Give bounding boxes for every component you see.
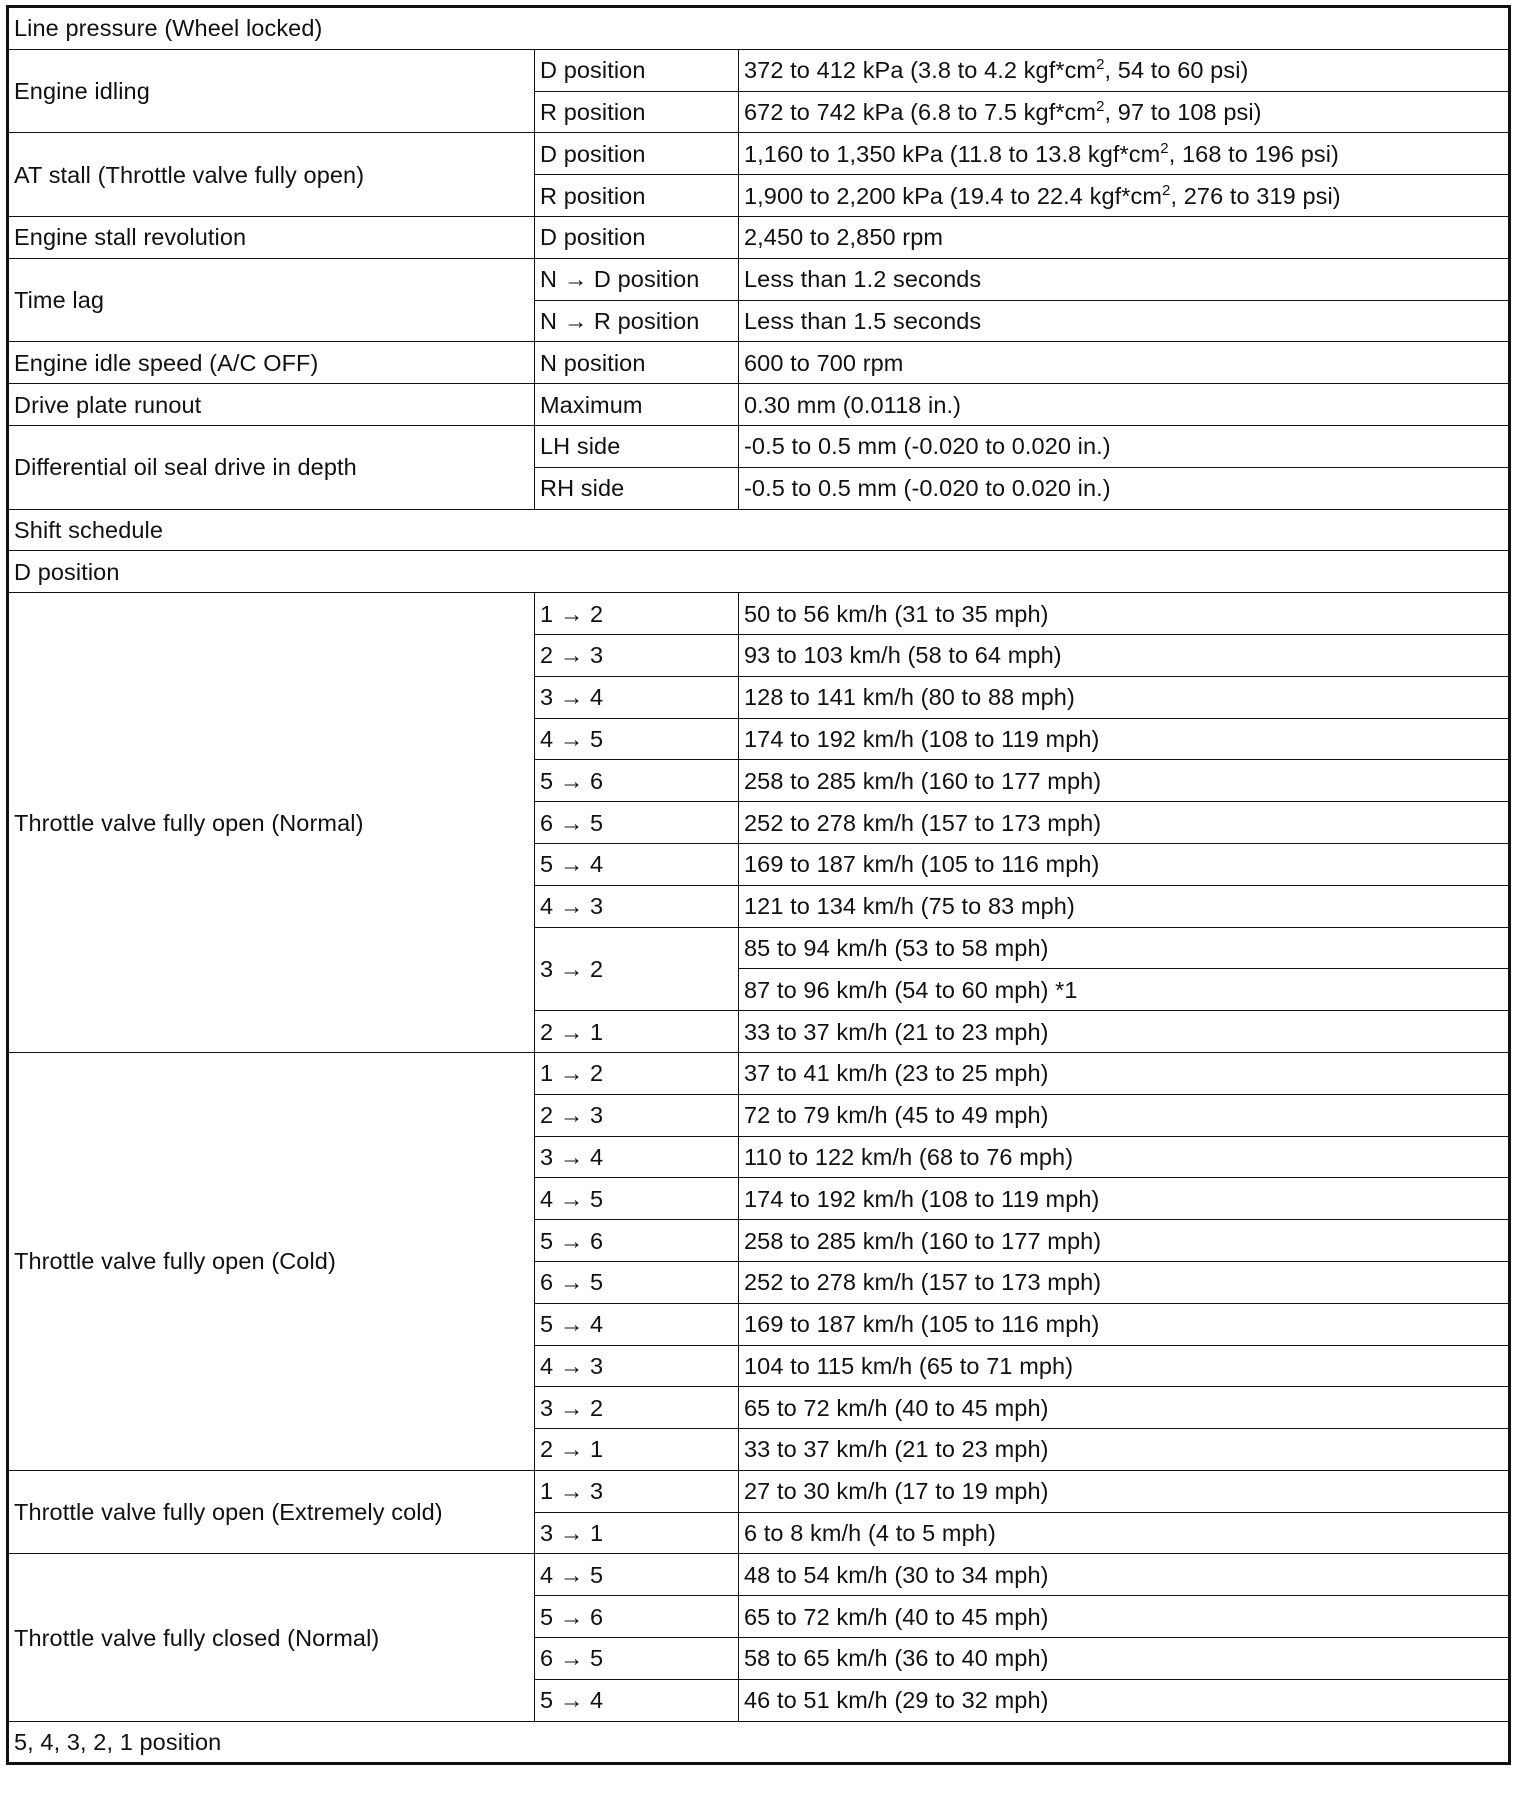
gear-shift-label: 3 → 4 — [535, 676, 739, 718]
section-header-row — [8, 509, 1510, 551]
line-pressure-row — [8, 49, 1510, 91]
shift-speed-value: 121 to 134 km/h (75 to 83 mph) — [739, 885, 1510, 927]
value-text: , 54 to 60 psi) — [1104, 57, 1249, 84]
subsection-header-row — [8, 551, 1510, 593]
subsection-title: 5, 4, 3, 2, 1 position — [8, 1721, 1510, 1764]
shift-speed-value: 258 to 285 km/h (160 to 177 mph) — [739, 1220, 1510, 1262]
shift-speed-value: 27 to 30 km/h (17 to 19 mph) — [739, 1470, 1510, 1512]
shift-speed-value: 252 to 278 km/h (157 to 173 mph) — [739, 1261, 1510, 1303]
subsection-title: D position — [8, 551, 1510, 593]
spec-condition: LH side — [535, 425, 739, 467]
shift-speed-value: 33 to 37 km/h (21 to 23 mph) — [739, 1011, 1510, 1053]
gear-shift-label: 3 → 1 — [535, 1512, 739, 1554]
gear-shift-label: 6 → 5 — [535, 802, 739, 844]
spec-condition: D position — [535, 216, 739, 258]
gear-shift-label: 4 → 5 — [535, 1554, 739, 1596]
gear-shift-label: 2 → 3 — [535, 1094, 739, 1136]
value-text: , 276 to 319 psi) — [1170, 182, 1341, 209]
shift-speed-value: 65 to 72 km/h (40 to 45 mph) — [739, 1387, 1510, 1429]
line-pressure-row — [8, 133, 1510, 175]
shift-speed-value: 174 to 192 km/h (108 to 119 mph) — [739, 718, 1510, 760]
shift-row — [8, 1470, 1510, 1512]
section-header-row — [8, 7, 1510, 50]
shift-speed-value: 37 to 41 km/h (23 to 25 mph) — [739, 1052, 1510, 1094]
value-text: 372 to 412 kPa (3.8 to 4.2 kgf*cm — [744, 57, 1097, 84]
value-text: , 168 to 196 psi) — [1168, 140, 1339, 167]
shift-speed-value: 169 to 187 km/h (105 to 116 mph) — [739, 1303, 1510, 1345]
position-label: D position — [535, 133, 739, 175]
spec-value: 600 to 700 rpm — [739, 342, 1510, 384]
value-text: 1,900 to 2,200 kPa (19.4 to 22.4 kgf*cm — [744, 182, 1163, 209]
spec-value: Less than 1.2 seconds — [739, 258, 1510, 300]
throttle-condition-label: Throttle valve fully open (Extremely cold) — [8, 1470, 535, 1554]
shift-row — [8, 593, 1510, 635]
shift-speed-value: 65 to 72 km/h (40 to 45 mph) — [739, 1596, 1510, 1638]
subsection-header-row — [8, 1721, 1510, 1764]
shift-speed-value: 93 to 103 km/h (58 to 64 mph) — [739, 634, 1510, 676]
value-text: , 97 to 108 psi) — [1104, 98, 1262, 125]
spec-value: Less than 1.5 seconds — [739, 300, 1510, 342]
gear-shift-label: 5 → 4 — [535, 843, 739, 885]
gear-shift-label: 5 → 4 — [535, 1303, 739, 1345]
gear-shift-label: 4 → 3 — [535, 885, 739, 927]
spec-row — [8, 258, 1510, 300]
shift-speed-value: 46 to 51 km/h (29 to 32 mph) — [739, 1679, 1510, 1721]
shift-speed-value: 252 to 278 km/h (157 to 173 mph) — [739, 802, 1510, 844]
spec-table — [6, 5, 1511, 1765]
shift-speed-value: 33 to 37 km/h (21 to 23 mph) — [739, 1429, 1510, 1471]
shift-speed-value: 104 to 115 km/h (65 to 71 mph) — [739, 1345, 1510, 1387]
spec-row — [8, 425, 1510, 467]
spec-condition: Maximum — [535, 384, 739, 426]
gear-shift-label: 2 → 1 — [535, 1011, 739, 1053]
position-label: D position — [535, 49, 739, 91]
value-text: 1,160 to 1,350 kPa (11.8 to 13.8 kgf*cm — [744, 140, 1161, 167]
section-title: Shift schedule — [8, 509, 1510, 551]
spec-item-label: Engine stall revolution — [8, 216, 535, 258]
shift-row — [8, 1052, 1510, 1094]
shift-speed-value: 85 to 94 km/h (53 to 58 mph) — [739, 927, 1510, 969]
spec-item-label: Differential oil seal drive in depth — [8, 425, 535, 509]
position-label: R position — [535, 91, 739, 133]
spec-condition: RH side — [535, 467, 739, 509]
spec-value: -0.5 to 0.5 mm (-0.020 to 0.020 in.) — [739, 425, 1510, 467]
spec-table-body — [8, 7, 1510, 1764]
throttle-condition-label: Throttle valve fully open (Normal) — [8, 593, 535, 1053]
shift-speed-value: 50 to 56 km/h (31 to 35 mph) — [739, 593, 1510, 635]
gear-shift-label: 3 → 4 — [535, 1136, 739, 1178]
value-superscript: 2 — [1096, 97, 1105, 115]
value-superscript: 2 — [1096, 56, 1105, 74]
spec-value: -0.5 to 0.5 mm (-0.020 to 0.020 in.) — [739, 467, 1510, 509]
spec-item-label: Time lag — [8, 258, 535, 342]
value-superscript: 2 — [1160, 139, 1169, 157]
shift-speed-value: 128 to 141 km/h (80 to 88 mph) — [739, 676, 1510, 718]
shift-speed-value: 87 to 96 km/h (54 to 60 mph) *1 — [739, 969, 1510, 1011]
value-superscript: 2 — [1162, 181, 1171, 199]
gear-shift-label: 2 → 1 — [535, 1429, 739, 1471]
gear-shift-label: 5 → 6 — [535, 1596, 739, 1638]
gear-shift-label: 5 → 6 — [535, 760, 739, 802]
shift-speed-value: 6 to 8 km/h (4 to 5 mph) — [739, 1512, 1510, 1554]
shift-speed-value: 110 to 122 km/h (68 to 76 mph) — [739, 1136, 1510, 1178]
shift-speed-value: 48 to 54 km/h (30 to 34 mph) — [739, 1554, 1510, 1596]
gear-shift-label: 4 → 5 — [535, 1178, 739, 1220]
spec-condition: N → R position — [535, 300, 739, 342]
gear-shift-label: 3 → 2 — [535, 1387, 739, 1429]
spec-row — [8, 342, 1510, 384]
gear-shift-label: 5 → 4 — [535, 1679, 739, 1721]
throttle-condition-label: Throttle valve fully open (Cold) — [8, 1052, 535, 1470]
section-title: Line pressure (Wheel locked) — [8, 7, 1510, 50]
pressure-value — [739, 133, 1510, 175]
gear-shift-label: 3 → 2 — [535, 927, 739, 1011]
condition-label: AT stall (Throttle valve fully open) — [8, 133, 535, 217]
condition-label: Engine idling — [8, 49, 535, 133]
shift-speed-value: 58 to 65 km/h (36 to 40 mph) — [739, 1638, 1510, 1680]
position-label: R position — [535, 175, 739, 217]
gear-shift-label: 4 → 3 — [535, 1345, 739, 1387]
gear-shift-label: 1 → 2 — [535, 1052, 739, 1094]
shift-speed-value: 72 to 79 km/h (45 to 49 mph) — [739, 1094, 1510, 1136]
shift-row — [8, 1554, 1510, 1596]
shift-speed-value: 174 to 192 km/h (108 to 119 mph) — [739, 1178, 1510, 1220]
gear-shift-label: 1 → 2 — [535, 593, 739, 635]
gear-shift-label: 2 → 3 — [535, 634, 739, 676]
spec-condition: N position — [535, 342, 739, 384]
pressure-value — [739, 49, 1510, 91]
gear-shift-label: 6 → 5 — [535, 1261, 739, 1303]
gear-shift-label: 5 → 6 — [535, 1220, 739, 1262]
shift-speed-value: 169 to 187 km/h (105 to 116 mph) — [739, 843, 1510, 885]
spec-value: 2,450 to 2,850 rpm — [739, 216, 1510, 258]
gear-shift-label: 6 → 5 — [535, 1638, 739, 1680]
gear-shift-label: 1 → 3 — [535, 1470, 739, 1512]
spec-row — [8, 384, 1510, 426]
pressure-value — [739, 91, 1510, 133]
spec-condition: N → D position — [535, 258, 739, 300]
spec-item-label: Drive plate runout — [8, 384, 535, 426]
pressure-value — [739, 175, 1510, 217]
spec-row — [8, 216, 1510, 258]
shift-speed-value: 258 to 285 km/h (160 to 177 mph) — [739, 760, 1510, 802]
gear-shift-label: 4 → 5 — [535, 718, 739, 760]
spec-value: 0.30 mm (0.0118 in.) — [739, 384, 1510, 426]
spec-item-label: Engine idle speed (A/C OFF) — [8, 342, 535, 384]
throttle-condition-label: Throttle valve fully closed (Normal) — [8, 1554, 535, 1721]
value-text: 672 to 742 kPa (6.8 to 7.5 kgf*cm — [744, 98, 1097, 125]
